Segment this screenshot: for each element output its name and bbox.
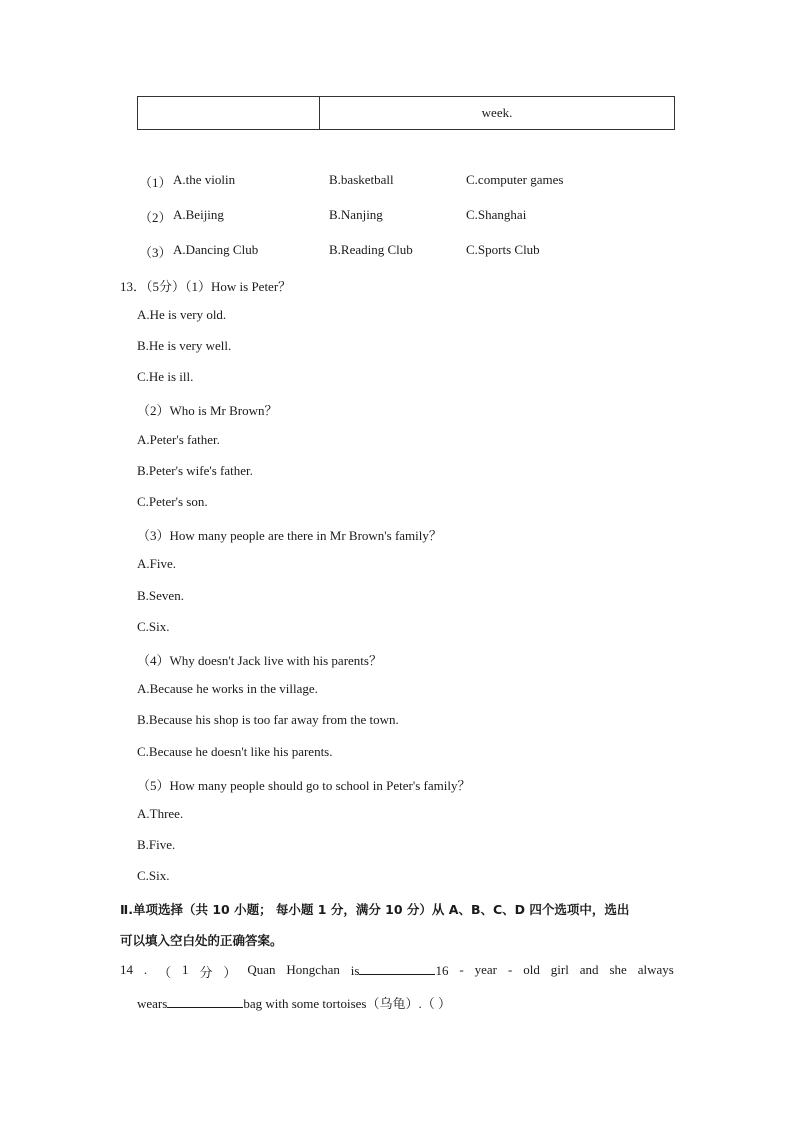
q13-subquestion: （5）How many people should go to school in Peter's family？ <box>137 778 471 793</box>
option-number: （2） <box>139 210 172 225</box>
q14-word: - <box>507 962 513 977</box>
option-b: B.Reading Club <box>329 242 413 257</box>
q13-line: C.Six. <box>137 619 170 634</box>
q14-line2-post: bag with some tortoises（乌龟）.（ ） <box>243 996 451 1011</box>
q14-word: - <box>459 962 464 977</box>
q13-line: A.Peter's father. <box>137 432 220 447</box>
q14-word: 1 <box>182 962 189 977</box>
q13-line: C.Six. <box>137 868 170 883</box>
option-number: （3） <box>139 245 172 260</box>
question-13-heading: 13．（5分）（1）How is Peter？ <box>120 279 292 294</box>
q13-subquestion: （2）Who is Mr Brown？ <box>137 403 278 418</box>
q13-line: A.Five. <box>137 556 176 571</box>
q13-line: C.Because he doesn't like his parents. <box>137 744 333 759</box>
question-14-line-1 <box>120 962 674 981</box>
q13-line: B.He is very well. <box>137 338 232 353</box>
q14-word: 14 <box>120 962 133 977</box>
option-c: C.Sports Club <box>466 242 540 257</box>
q13-line: A.Three. <box>137 806 184 821</box>
option-a: A.Dancing Club <box>173 242 259 257</box>
section-2-title-cont: 可以填入空白处的正确答案。 <box>120 933 283 948</box>
q13-line: C.Peter's son. <box>137 494 208 509</box>
q13-line: B.Seven. <box>137 588 184 603</box>
q14-word: she <box>609 962 627 977</box>
q14-word: Hongchan <box>286 962 340 977</box>
table-cell-text: week. <box>481 105 513 120</box>
option-c: C.computer games <box>466 172 564 187</box>
q13-line: B.Because his shop is too far away from the town. <box>137 712 399 727</box>
q14-word: Quan <box>247 962 276 977</box>
q14-line2-pre: wears <box>137 996 168 1011</box>
option-number: （1） <box>139 175 172 190</box>
q13-line: B.Five. <box>137 837 176 852</box>
q14-word: （ <box>158 965 172 980</box>
q14-word: old <box>523 962 540 977</box>
q13-line: A.Because he works in the village. <box>137 681 318 696</box>
answer-blank <box>359 962 435 975</box>
option-b: B.basketball <box>329 172 394 187</box>
option-a: A.Beijing <box>173 207 224 222</box>
q14-word: year <box>474 962 498 977</box>
q13-subquestion: （4）Why doesn't Jack live with his parents？ <box>137 653 382 668</box>
section-2-title: Ⅱ.单项选择（共 10 小题； 每小题 1 分，满分 10 分）从 A、B、C、D 四个选项中，选出 <box>120 902 630 917</box>
q14-word: 16 <box>435 963 449 978</box>
q13-subquestion: （3）How many people are there in Mr Brown's family？ <box>137 528 442 543</box>
q14-word: girl <box>550 962 569 977</box>
q13-line: A.He is very old. <box>137 307 227 322</box>
option-b: B.Nanjing <box>329 207 383 222</box>
q14-word-with-blank <box>351 962 449 981</box>
option-c: C.Shanghai <box>466 207 527 222</box>
q14-word: and <box>579 962 599 977</box>
answer-blank <box>167 995 243 1008</box>
q14-word: ） <box>223 965 237 980</box>
question-14-line-2 <box>137 993 451 1012</box>
q14-word: is <box>350 963 360 978</box>
table-fragment <box>137 96 675 130</box>
q13-line: B.Peter's wife's father. <box>137 463 253 478</box>
q13-line: C.He is ill. <box>137 369 194 384</box>
table-cell-empty <box>138 97 320 129</box>
q14-word: 分 <box>199 965 213 980</box>
option-a: A.the violin <box>173 172 236 187</box>
q14-word: always <box>637 962 674 977</box>
table-cell-week <box>320 97 674 129</box>
q14-word: . <box>143 962 148 977</box>
